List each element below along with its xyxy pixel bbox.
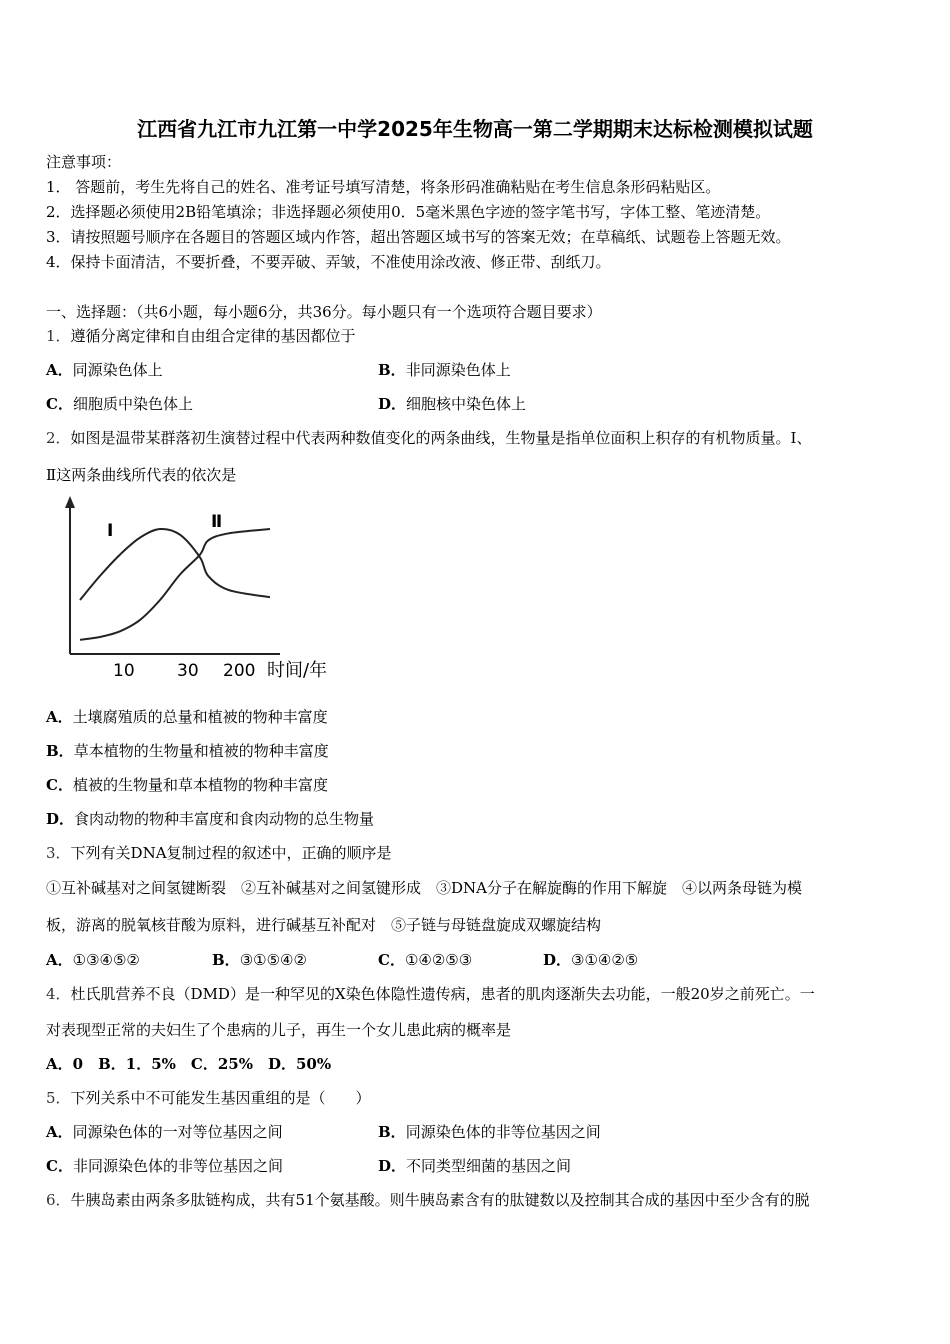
q2-option-c: C．植被的生物量和草本植物的物种丰富度: [46, 776, 328, 794]
q3-items-line1: ①互补碱基对之间氢键断裂 ②互补碱基对之间氢键形成 ③DNA分子在解旋酶的作用下解旋 ④以两条母链为模: [46, 879, 802, 897]
x-tick-label: 10: [113, 661, 135, 681]
q5-option-a: A．同源染色体的一对等位基因之间: [46, 1123, 283, 1141]
q1-option-d: D．细胞核中染色体上: [378, 395, 527, 413]
question-1: [46, 326, 356, 346]
x-tick-label: 30: [177, 661, 199, 681]
question-2: [46, 428, 811, 448]
question-4: [46, 984, 815, 1004]
notice-heading: 注意事项：: [46, 153, 122, 171]
curve-II: [80, 529, 270, 640]
question-number: 3．: [46, 844, 71, 862]
notice-item-4: 4．保持卡面清洁，不要折叠，不要弄破、弄皱，不准使用涂改液、修正带、刮纸刀。: [46, 253, 611, 271]
q3-option-d: D．③①④②⑤: [543, 951, 639, 969]
q1-option-a: A．同源染色体上: [46, 361, 163, 379]
q3-option-c: C．①④②⑤③: [378, 951, 473, 969]
q2-option-a: A．土壤腐殖质的总量和植被的物种丰富度: [46, 708, 328, 726]
question-4-line2: 对表现型正常的夫妇生了个患病的儿子，再生一个女儿患此病的概率是: [46, 1021, 512, 1039]
q3-option-b: B．③①⑤④②: [212, 951, 307, 969]
x-tick-label: 200: [223, 661, 256, 681]
q2-option-d: D．食肉动物的物种丰富度和食肉动物的总生物量: [46, 810, 375, 828]
q1-option-b: B．非同源染色体上: [378, 361, 511, 379]
q4-options: A．0 B．1．5% C．25% D．50%: [46, 1055, 332, 1073]
page-title: 江西省九江市九江第一中学2025年生物高一第二学期期末达标检测模拟试题: [137, 117, 813, 141]
q3-items-line2: 板，游离的脱氧核苷酸为原料，进行碱基互补配对 ⑤子链与母链盘旋成双螺旋结构: [46, 916, 602, 934]
q5-option-d: D．不同类型细菌的基因之间: [378, 1157, 572, 1175]
notice-item-2: 2．选择题必须使用2B铅笔填涂；非选择题必须使用0．5毫米黑色字迹的签字笔书写，字体工整、笔迹清楚。: [46, 203, 771, 221]
question-number: 5．: [46, 1089, 71, 1107]
question-stem-line1: 如图是温带某群落初生演替过程中代表两种数值变化的两条曲线，生物量是指单位面积上积存的有机物质量。Ⅰ、: [70, 429, 812, 447]
question-stem-line1: 杜氏肌营养不良（DMD）是一种罕见的X染色体隐性遗传病，患者的肌肉逐渐失去功能，一般20岁之前死亡。一: [70, 985, 815, 1003]
question-stem: 牛胰岛素由两条多肽链构成，共有51个氨基酸。则牛胰岛素含有的肽键数以及控制其合成的基因中至少含有的脱: [70, 1191, 810, 1209]
question-number: 4．: [46, 985, 71, 1003]
q2-option-b: B．草本植物的生物量和植被的物种丰富度: [46, 742, 329, 760]
question-2-line2: Ⅱ这两条曲线所代表的依次是: [46, 466, 237, 484]
x-axis-label: 时间/年: [267, 660, 328, 681]
section-heading: 一、选择题：（共6小题，每小题6分，共36分。每小题只有一个选项符合题目要求）: [46, 303, 602, 321]
question-stem: 下列关系中不可能发生基因重组的是（ ）: [70, 1089, 371, 1107]
curve-II-label: Ⅱ: [211, 512, 223, 532]
q1-option-c: C．细胞质中染色体上: [46, 395, 193, 413]
curve-I-label: Ⅰ: [107, 521, 114, 541]
question-number: 6．: [46, 1191, 71, 1209]
question-stem: 下列有关DNA复制过程的叙述中，正确的顺序是: [70, 844, 392, 862]
notice-item-1: 1． 答题前，考生先将自己的姓名、准考证号填写清楚，将条形码准确粘贴在考生信息条形码粘贴区。: [46, 178, 721, 196]
question-5: [46, 1088, 371, 1108]
question-number: 2．: [46, 429, 71, 447]
question-3: [46, 843, 392, 863]
q5-option-b: B．同源染色体的非等位基因之间: [378, 1123, 601, 1141]
y-axis-arrow: [65, 496, 75, 508]
succession-chart: [55, 492, 355, 684]
question-stem: 遵循分离定律和自由组合定律的基因都位于: [70, 327, 356, 345]
question-6: [46, 1190, 810, 1210]
notice-item-3: 3．请按照题号顺序在各题目的答题区域内作答，超出答题区域书写的答案无效；在草稿纸、试题卷上答题无效。: [46, 228, 791, 246]
q5-option-c: C．非同源染色体的非等位基因之间: [46, 1157, 283, 1175]
question-number: 1．: [46, 327, 71, 345]
q3-option-a: A．①③④⑤②: [46, 951, 140, 969]
